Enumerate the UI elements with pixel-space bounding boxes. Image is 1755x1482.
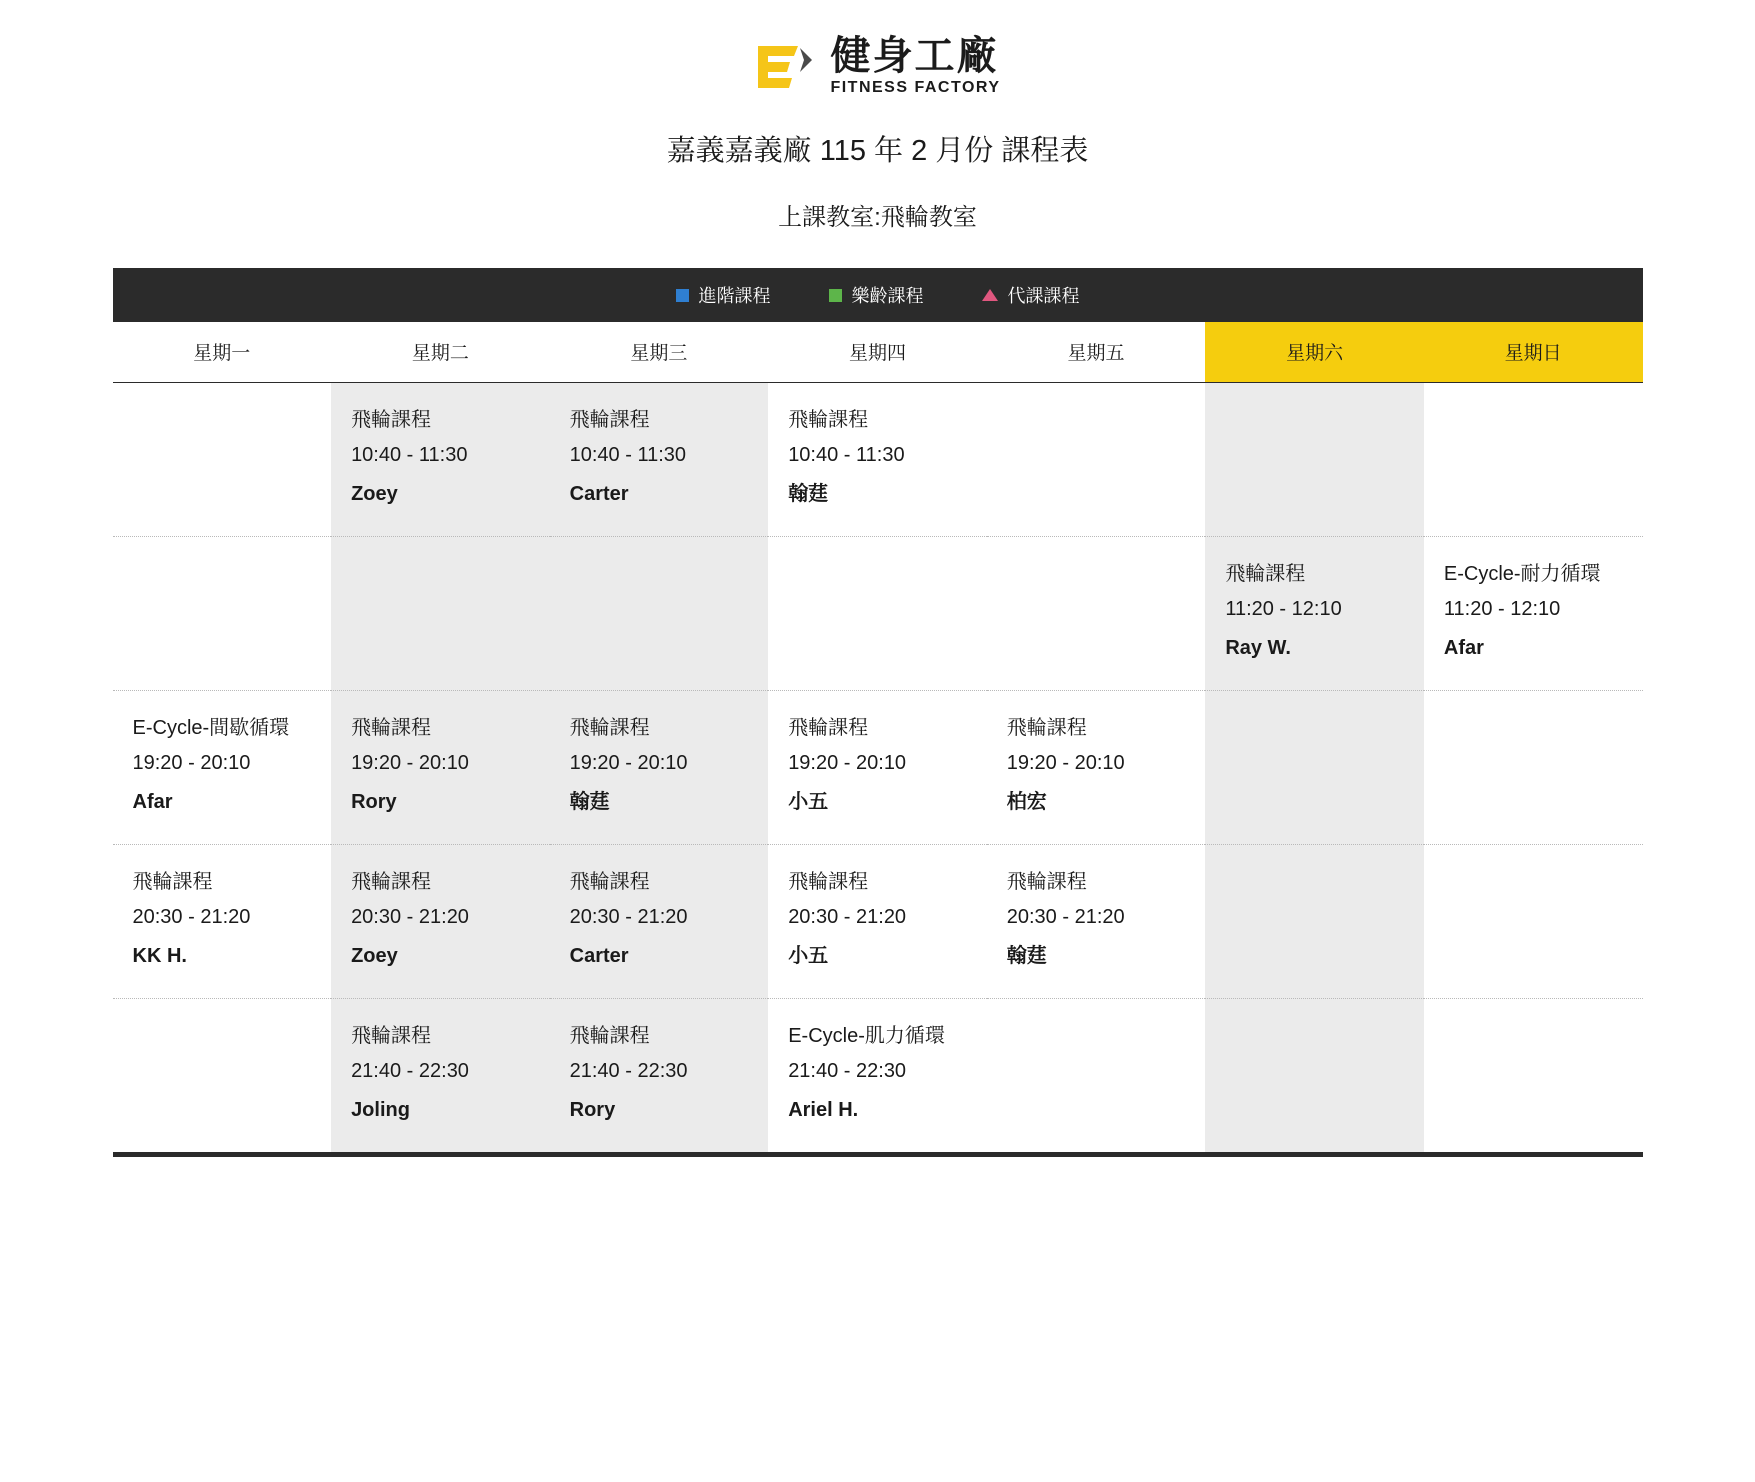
class-name: E-Cycle-肌力循環 [788, 1024, 945, 1047]
schedule-cell [1205, 536, 1424, 690]
class-name: 飛輪課程 [351, 408, 432, 431]
class-name: 飛輪課程 [132, 870, 213, 893]
class-time: 11:20 - 12:10 [1443, 597, 1561, 620]
schedule-cell [768, 844, 987, 998]
schedule-cell [768, 536, 987, 690]
class-coach: KK H. [132, 944, 187, 967]
schedule-cell [987, 382, 1206, 536]
schedule-cell [331, 536, 550, 690]
schedule-cell [550, 844, 769, 998]
class-time: 20:30 - 21:20 [569, 905, 688, 928]
class-time: 20:30 - 21:20 [788, 905, 907, 928]
legend-item-advanced [676, 282, 771, 308]
blue-square-icon [676, 289, 689, 302]
schedule-cell [113, 536, 332, 690]
brand-name-en: FITNESS FACTORY [830, 79, 1001, 96]
class-coach: Ariel H. [788, 1098, 859, 1121]
schedule-cell [550, 690, 769, 844]
legend-item-substitute [982, 282, 1080, 308]
class-coach: Rory [351, 790, 397, 813]
class-name: E-Cycle-耐力循環 [1443, 562, 1601, 585]
table-row [113, 690, 1643, 844]
legend-bar [113, 268, 1643, 322]
class-coach: Afar [132, 790, 173, 813]
class-time: 10:40 - 11:30 [351, 443, 468, 466]
class-time: 20:30 - 21:20 [1006, 905, 1125, 928]
class-time: 19:20 - 20:10 [351, 751, 469, 774]
class-name: 飛輪課程 [351, 716, 432, 739]
page-subtitle: 上課教室:飛輪教室 [778, 204, 977, 231]
schedule-cell [331, 844, 550, 998]
table-header-row [113, 322, 1643, 382]
class-coach: Joling [351, 1098, 410, 1121]
class-coach: 翰莛 [569, 790, 610, 813]
brand-name-cn: 健身工廠 [830, 34, 999, 78]
class-time: 20:30 - 21:20 [132, 905, 251, 928]
class-time: 21:40 - 22:30 [569, 1059, 688, 1082]
class-time: 19:20 - 20:10 [1006, 751, 1125, 774]
class-time: 10:40 - 11:30 [788, 443, 905, 466]
legend-label-substitute: 代課課程 [1007, 286, 1080, 306]
schedule-cell [1424, 998, 1643, 1152]
schedule-cell [1205, 998, 1424, 1152]
page-title: 嘉義嘉義廠 115 年 2 月份 課程表 [666, 135, 1089, 167]
class-coach: 柏宏 [1006, 790, 1047, 813]
class-name: 飛輪課程 [569, 408, 650, 431]
class-coach: Afar [1443, 636, 1484, 659]
schedule-cell [987, 536, 1206, 690]
column-header-saturday: 星期六 [1205, 322, 1424, 382]
class-name: 飛輪課程 [569, 716, 650, 739]
legend-label-senior: 樂齡課程 [851, 286, 924, 306]
schedule-cell [550, 536, 769, 690]
class-coach: 小五 [788, 790, 829, 813]
class-name: 飛輪課程 [788, 408, 869, 431]
column-header-tuesday: 星期二 [331, 322, 550, 382]
schedule-cell [987, 998, 1206, 1152]
green-square-icon [829, 289, 842, 302]
schedule-cell [768, 998, 987, 1152]
schedule-cell [113, 382, 332, 536]
schedule-cell [331, 998, 550, 1152]
column-header-sunday: 星期日 [1424, 322, 1643, 382]
table-bottom-rule [113, 1152, 1643, 1157]
column-header-friday: 星期五 [987, 322, 1206, 382]
brand-logo-text [830, 36, 1000, 96]
column-header-monday: 星期一 [113, 322, 332, 382]
table-row [113, 844, 1643, 998]
schedule-cell [113, 690, 332, 844]
schedule-cell [550, 382, 769, 536]
schedule-cell [550, 998, 769, 1152]
class-name: 飛輪課程 [569, 870, 650, 893]
schedule-cell [331, 382, 550, 536]
table-row [113, 382, 1643, 536]
class-name: 飛輪課程 [1006, 716, 1087, 739]
column-header-thursday: 星期四 [768, 322, 987, 382]
class-name: 飛輪課程 [1006, 870, 1087, 893]
class-time: 19:20 - 20:10 [132, 751, 251, 774]
schedule-cell [113, 998, 332, 1152]
class-name: 飛輪課程 [1225, 562, 1306, 585]
table-row [113, 998, 1643, 1152]
schedule-cell [987, 690, 1206, 844]
brand-logo [0, 0, 1755, 96]
legend-label-advanced: 進階課程 [698, 286, 771, 306]
class-coach: 翰莛 [788, 482, 829, 505]
class-coach: 翰莛 [1006, 944, 1047, 967]
class-coach: Zoey [351, 944, 398, 967]
class-name: 飛輪課程 [351, 1024, 432, 1047]
class-coach: Zoey [351, 482, 398, 505]
table-row [113, 536, 1643, 690]
schedule-cell [1205, 844, 1424, 998]
class-coach: Carter [569, 482, 629, 505]
schedule-cell [768, 382, 987, 536]
class-time: 10:40 - 11:30 [569, 443, 687, 466]
class-name: 飛輪課程 [569, 1024, 650, 1047]
class-name: 飛輪課程 [788, 870, 869, 893]
class-time: 19:20 - 20:10 [788, 751, 907, 774]
schedule-cell [1424, 382, 1643, 536]
legend-item-senior [829, 282, 924, 308]
schedule-table-wrapper [113, 268, 1643, 1157]
schedule-table [113, 322, 1643, 1152]
class-name: E-Cycle-間歇循環 [132, 716, 290, 739]
class-time: 21:40 - 22:30 [788, 1059, 907, 1082]
class-coach: Ray W. [1225, 636, 1291, 659]
class-coach: Rory [569, 1098, 616, 1121]
schedule-cell [113, 844, 332, 998]
class-name: 飛輪課程 [788, 716, 869, 739]
schedule-cell [1205, 382, 1424, 536]
class-time: 20:30 - 21:20 [351, 905, 469, 928]
schedule-cell [768, 690, 987, 844]
column-header-wednesday: 星期三 [550, 322, 769, 382]
class-time: 19:20 - 20:10 [569, 751, 688, 774]
schedule-cell [1424, 536, 1643, 690]
pink-triangle-icon [982, 289, 998, 301]
schedule-cell [1424, 844, 1643, 998]
class-time: 21:40 - 22:30 [351, 1059, 469, 1082]
schedule-cell [331, 690, 550, 844]
class-coach: 小五 [788, 944, 829, 967]
schedule-cell [987, 844, 1206, 998]
fitness-factory-logo-icon [754, 38, 816, 94]
class-name: 飛輪課程 [351, 870, 432, 893]
schedule-cell [1424, 690, 1643, 844]
class-coach: Carter [569, 944, 629, 967]
schedule-cell [1205, 690, 1424, 844]
class-time: 11:20 - 12:10 [1225, 597, 1342, 620]
